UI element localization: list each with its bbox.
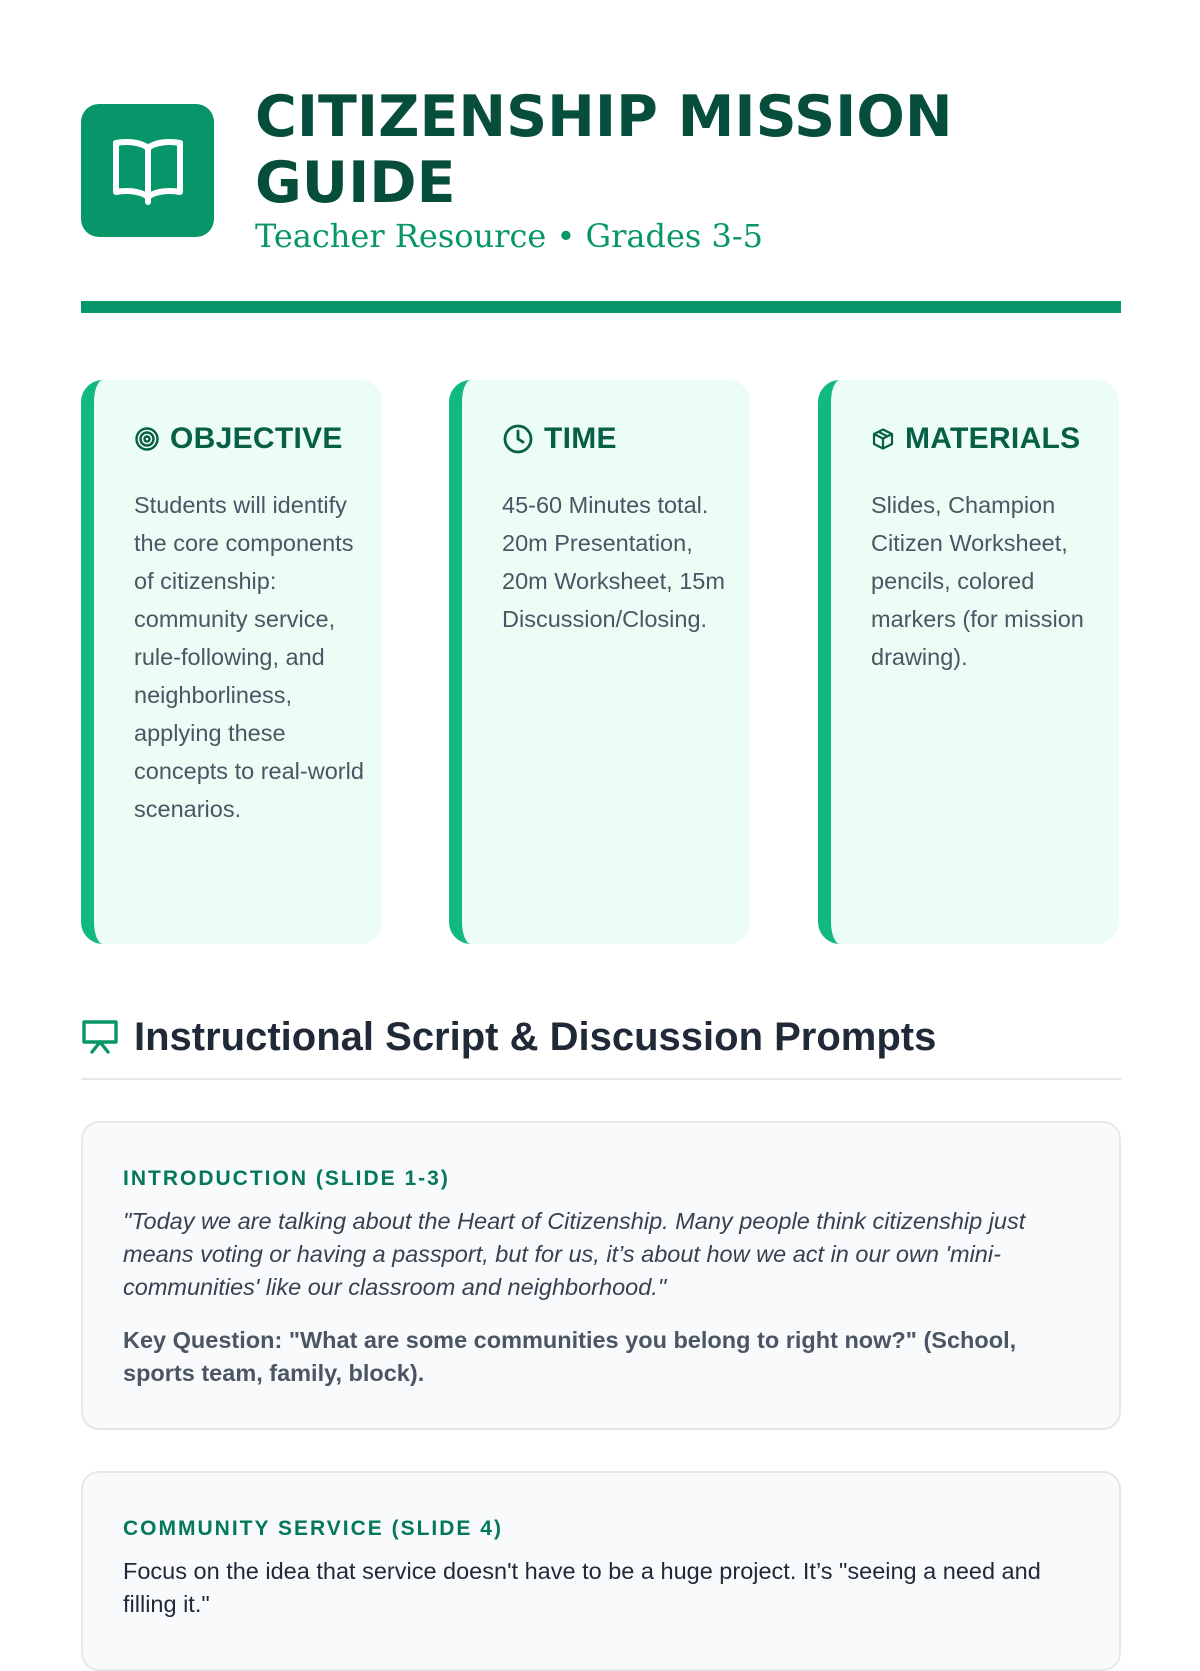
header-divider xyxy=(81,301,1121,313)
page-subtitle: Teacher Resource • Grades 3-5 xyxy=(255,217,763,255)
section-heading xyxy=(81,1012,1121,1080)
page-header xyxy=(81,84,1121,258)
objective-card xyxy=(81,380,382,944)
script-block-introduction xyxy=(81,1121,1121,1430)
card-body: 45-60 Minutes total. 20m Presentation, 20m Worksheet, 15m Discussion/Closing. xyxy=(502,492,725,632)
card-header xyxy=(871,422,1080,456)
open-book-icon xyxy=(111,136,185,206)
card-body: Slides, Champion Citizen Worksheet, pencils, colored markers (for mission drawing). xyxy=(871,492,1084,670)
card-title: MATERIALS xyxy=(905,422,1081,455)
card-body: Students will identify the core components of citizenship: community service, rule-following, and neighborliness, applying these concepts to real-world scenarios. xyxy=(134,492,364,822)
card-header xyxy=(502,422,617,456)
box-icon xyxy=(871,427,895,451)
info-cards xyxy=(81,380,1121,944)
clock-icon xyxy=(502,423,534,455)
page-title: CITIZENSHIP MISSION GUIDE xyxy=(255,84,953,216)
block-text: Focus on the idea that service doesn't have to be a huge project. It’s "seeing a need and filling it." xyxy=(123,1558,1041,1617)
block-quote: "Today we are talking about the Heart of Citizenship. Many people think citizenship just means voting or having a passport, but for us, it’s about how we act in our own 'mini-communities' like our classroom and neighborhood." xyxy=(123,1208,1026,1300)
section-title: Instructional Script & Discussion Prompts xyxy=(134,1015,937,1059)
card-title: TIME xyxy=(544,422,617,455)
block-label: COMMUNITY SERVICE (SLIDE 4) xyxy=(123,1517,503,1540)
materials-card xyxy=(818,380,1119,944)
block-label: INTRODUCTION (SLIDE 1-3) xyxy=(123,1167,450,1190)
card-header xyxy=(134,422,343,456)
logo xyxy=(81,104,214,237)
time-card xyxy=(449,380,750,944)
key-question: Key Question: "What are some communities you belong to right now?" (School, sports team, family, block). xyxy=(123,1327,1017,1386)
card-title: OBJECTIVE xyxy=(170,422,343,455)
target-icon xyxy=(134,426,160,452)
presentation-icon xyxy=(81,1018,119,1061)
script-block-community-service xyxy=(81,1471,1121,1671)
